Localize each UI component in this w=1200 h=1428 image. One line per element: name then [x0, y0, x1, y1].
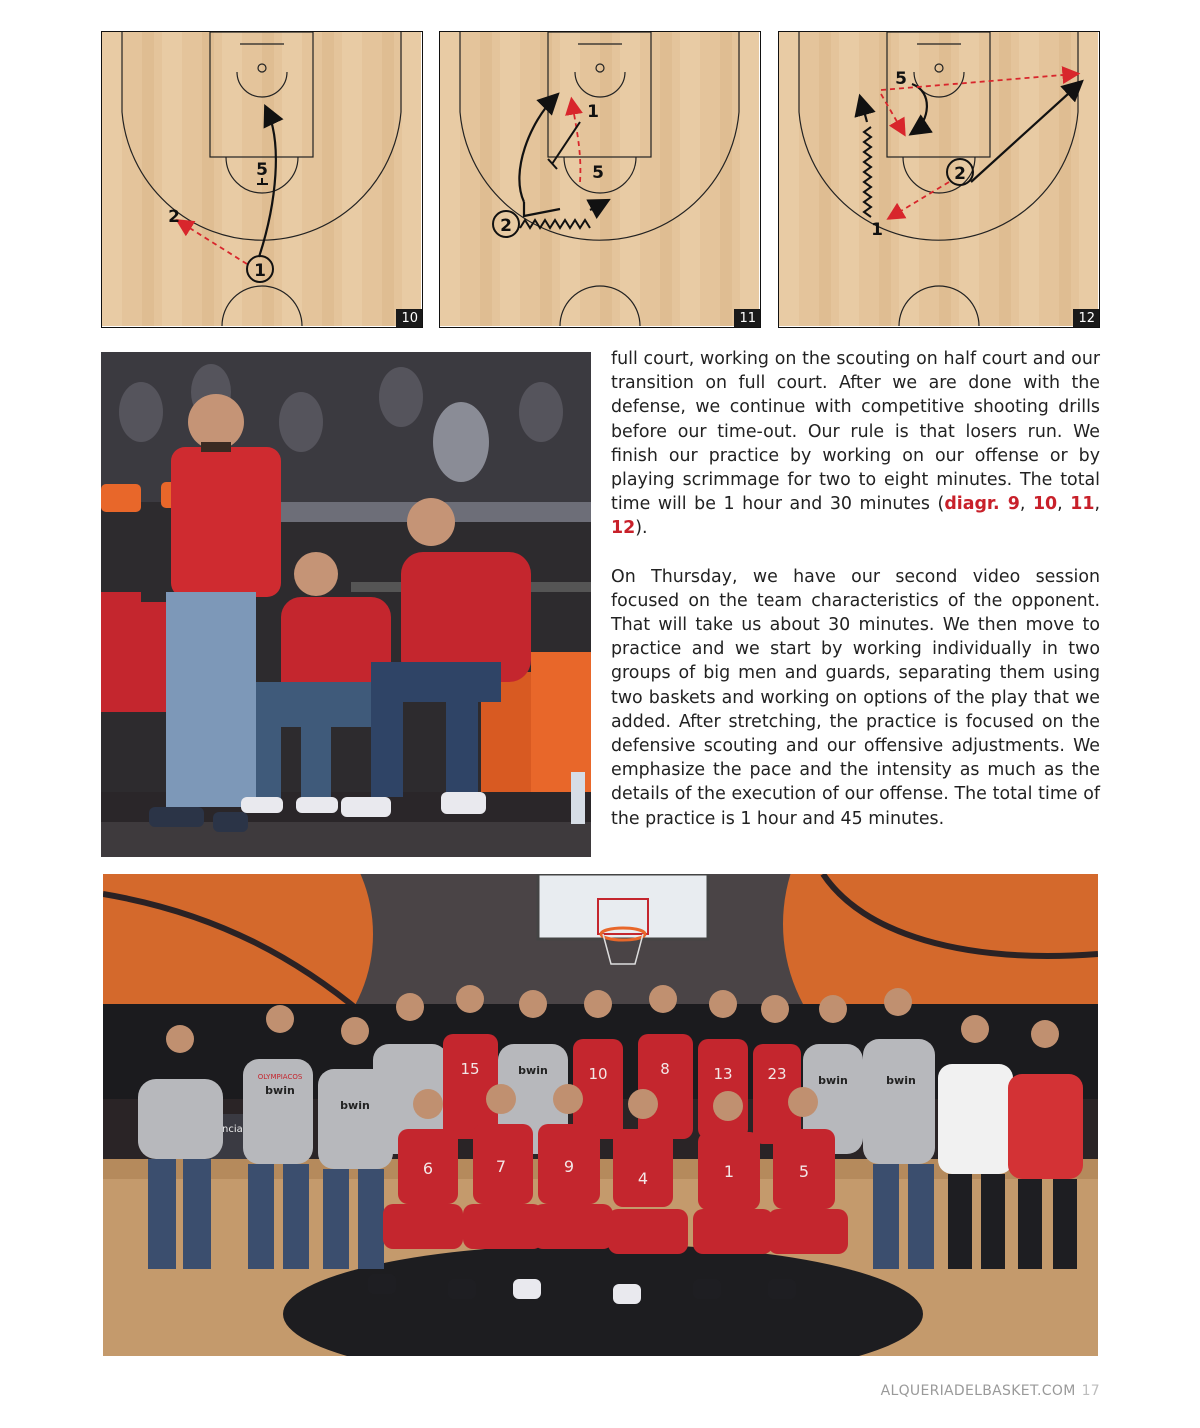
back-number: 8 — [660, 1060, 670, 1078]
diagram12-player-1: 1 — [871, 220, 883, 240]
back-number: 10 — [588, 1065, 608, 1083]
ref-separator: , — [1094, 494, 1100, 515]
diagram-ref-11[interactable]: 11 — [1070, 494, 1095, 515]
article-paragraph-2: On Thursday, we have our second video session focused on the team characteristics of the opponent. That will take us about 30 minutes. We then move to practice and we start by working individually in two groups of big men and guards, separating them using two baskets and working on options of the play that we added. After stretching, the practice is focused on the defensive scouting and our offensive adjustments. We emphasize the pace and the intensity as much as the details of the execution of our offense. The total time of the practice is 1 hour and 45 minutes. — [611, 566, 1100, 829]
diagram10-player-1: 1 — [254, 261, 266, 281]
diagram-ref-10[interactable]: 10 — [1032, 494, 1058, 515]
diagram-number: 12 — [1073, 309, 1099, 327]
shirt-sponsor: bwin — [886, 1074, 916, 1087]
shirt-sponsor: bwin — [265, 1084, 295, 1097]
coach-photo — [101, 352, 591, 857]
team-photo-illustration — [103, 874, 1098, 1356]
footer-site[interactable]: ALQUERIADELBASKET.COM — [880, 1383, 1076, 1399]
page-number: 17 — [1081, 1383, 1100, 1399]
shirt-sponsor: bwin — [340, 1099, 370, 1112]
front-number: 6 — [422, 1159, 434, 1178]
article-paragraph-1 — [611, 347, 1100, 541]
court-diagram-11-svg — [440, 32, 759, 326]
paragraph-1-text: full court, working on the scouting on half court and our transition on full court. After we are done with the defense, we continue with competitive shooting drills before our time-out. Our rule is that losers run. We finish our practice by working on our offense or by playing scrimmage for two to eight minutes. The total time will be 1 hour and 30 minutes ( — [611, 349, 1100, 515]
article-text — [611, 347, 1100, 855]
front-number: 7 — [495, 1157, 507, 1176]
ref-separator: , — [1019, 494, 1033, 515]
court-diagram-11 — [439, 31, 761, 328]
team-photo — [103, 874, 1098, 1356]
diagram12-player-5: 5 — [895, 69, 907, 89]
back-number: 23 — [767, 1065, 787, 1083]
front-number: 5 — [798, 1162, 810, 1181]
diagram10-player-5: 5 — [256, 160, 268, 180]
diagram12-player-2: 2 — [954, 164, 966, 184]
diagram10-player-2: 2 — [168, 207, 180, 227]
court-diagram-10 — [101, 31, 423, 328]
coach-photo-illustration — [101, 352, 591, 857]
court-diagram-12 — [778, 31, 1100, 328]
shirt-sponsor: bwin — [818, 1074, 848, 1087]
front-number: 1 — [723, 1162, 735, 1181]
ref-separator: , — [1057, 494, 1071, 515]
page-footer — [881, 1383, 1100, 1399]
shirt-sponsor: bwin — [518, 1064, 548, 1077]
court-diagram-12-svg — [779, 32, 1098, 326]
front-number: 9 — [563, 1157, 575, 1176]
hoodie-text: OLYMPIACOS — [257, 1073, 303, 1081]
back-number: 15 — [460, 1060, 480, 1078]
court-diagram-10-svg — [102, 32, 421, 326]
diagram-number: 10 — [396, 309, 422, 327]
diagram-ref-9[interactable]: diagr. 9 — [944, 494, 1020, 515]
back-number: 13 — [713, 1065, 733, 1083]
diagram11-player-1: 1 — [587, 102, 599, 122]
diagram-number: 11 — [734, 309, 760, 327]
front-number: 4 — [637, 1169, 649, 1188]
diagram-ref-12[interactable]: 12 — [611, 518, 636, 539]
paragraph-1-end: ). — [635, 518, 648, 539]
diagram11-player-2: 2 — [500, 216, 512, 236]
diagram11-player-5: 5 — [592, 163, 604, 183]
